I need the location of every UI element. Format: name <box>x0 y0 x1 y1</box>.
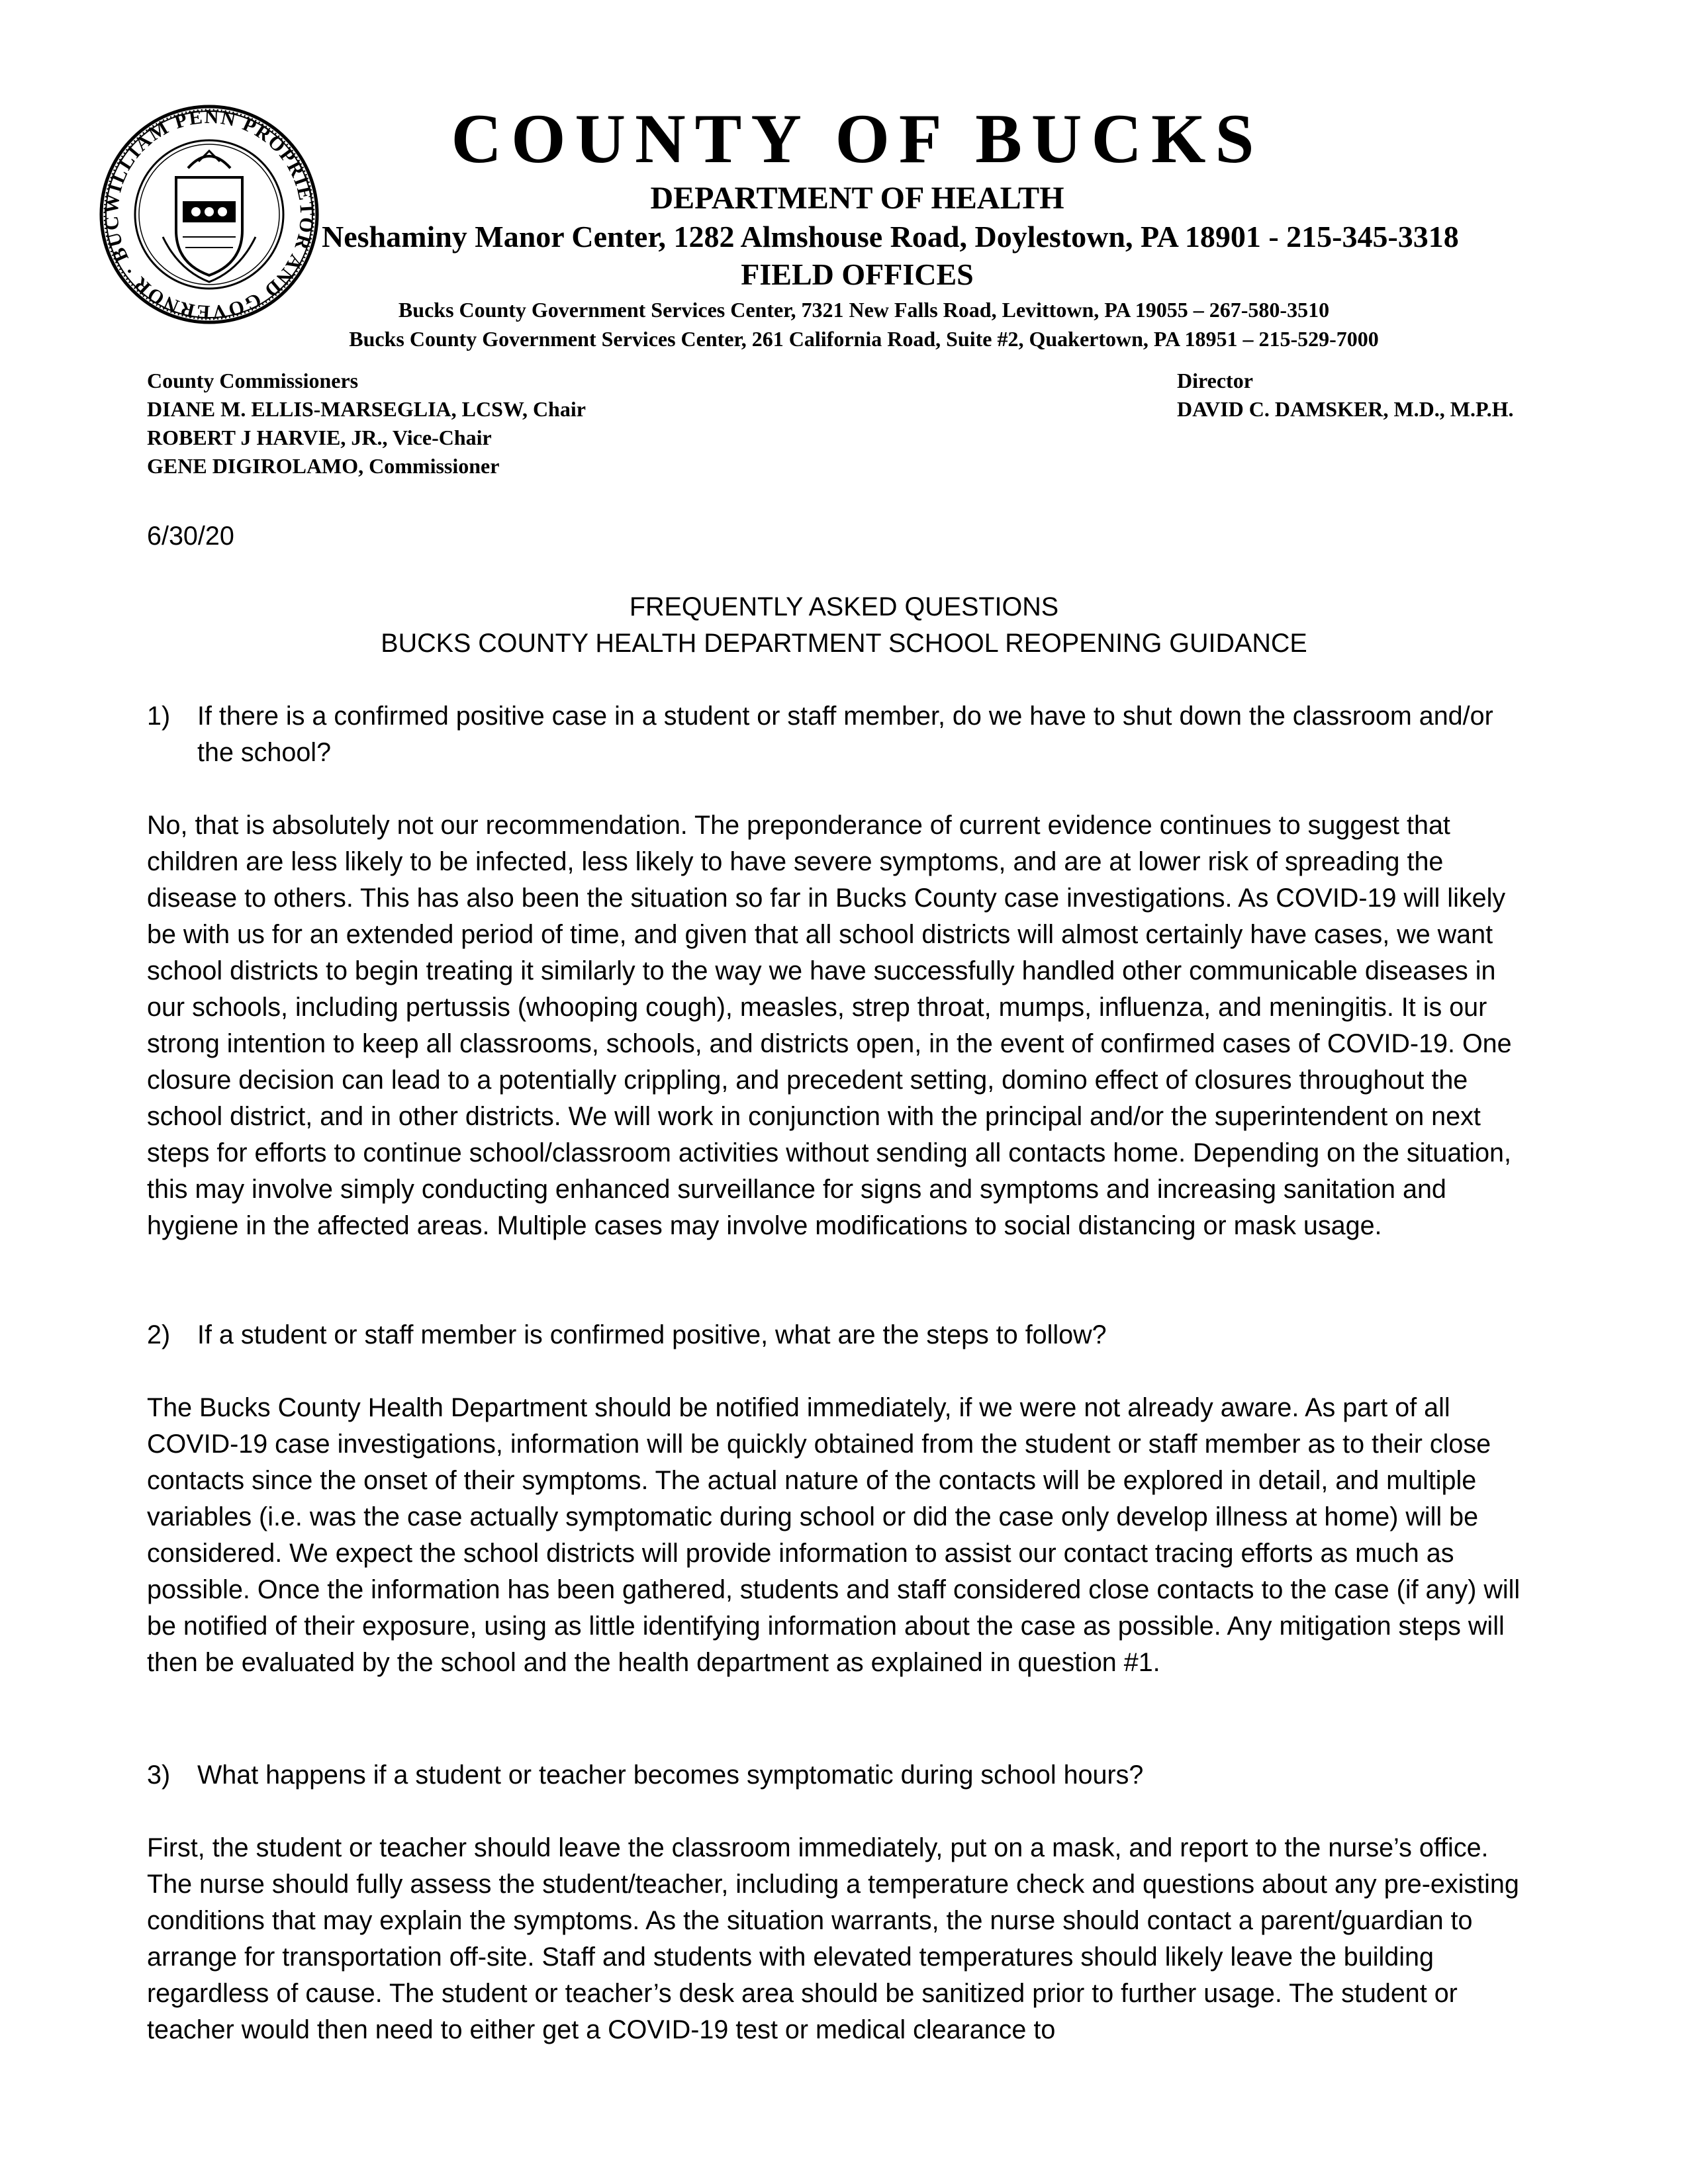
seal-text: WILLIAM PENN PROPRIETOR AND GOVERNOR · BUC <box>100 105 318 324</box>
commissioner-member: GENE DIGIROLAMO, Commissioner <box>147 454 500 478</box>
director-heading: Director <box>1177 369 1253 392</box>
document-subtitle: BUCKS COUNTY HEALTH DEPARTMENT SCHOOL REOPENING GUIDANCE <box>381 629 1307 658</box>
commissioner-vice-chair: ROBERT J HARVIE, JR., Vice-Chair <box>147 426 492 449</box>
faq-answer: No, that is absolutely not our recommendation. The preponderance of current evidence continues to suggest that children are less likely to be infected, less likely to have severe symptoms, and are at lower risk of spreading the disease to others. This has also been the situation so far in Bucks County case investigations. As COVID-19 will likely be with us for an extended period of time, and given that all school districts will almost certainly have cases, we want school districts to begin treating it similarly to the way we have successfully handled other communicable diseases in our schools, including pertussis (whooping cough), measles, strep throat, mumps, influenza, and meningitis. It is our strong intention to keep all classrooms, schools, and districts open, in the event of confirmed cases of COVID-19. One closure decision can lead to a potentially crippling, and precedent setting, domino effect of closures throughout the school district, and in other districts. We will work in conjunction with the principal and/or the superintendent on next steps for efforts to continue school/classroom activities without sending all contacts home. Depending on the situation, this may involve simply conducting enhanced surveillance for signs and symptoms and increasing sanitation and hygiene in the affected areas. Multiple cases may involve modifications to social distancing or mask usage. <box>147 811 1512 1240</box>
letter-date: 6/30/20 <box>147 522 234 551</box>
faq-answer: First, the student or teacher should leave the classroom immediately, put on a mask, and report to the nurse’s office. The nurse should fully assess the student/teacher, including a temperature check and questions about any pre-existing conditions that may explain the symptoms. As the situation warrants, the nurse should contact a parent/guardian to arrange for transportation off-site. Staff and students with elevated temperatures should likely leave the building regardless of cause. The student or teacher’s desk area should be sanitized prior to further usage. The student or teacher would then need to either get a COVID-19 test or medical clearance to <box>147 1833 1519 2044</box>
department-address: Neshaminy Manor Center, 1282 Almshouse Road, Doylestown, PA 18901 - 215-345-3318 <box>322 220 1459 253</box>
director-block <box>1177 367 1513 424</box>
director-name: DAVID C. DAMSKER, M.D., M.P.H. <box>1177 397 1514 421</box>
field-offices-heading: FIELD OFFICES <box>741 257 974 291</box>
faq-question <box>147 1757 1524 1794</box>
question-text: What happens if a student or teacher becomes symptomatic during school hours? <box>197 1760 1144 1790</box>
commissioner-chair: DIANE M. ELLIS-MARSEGLIA, LCSW, Chair <box>147 397 586 421</box>
county-title: COUNTY OF BUCKS <box>451 100 1264 177</box>
department-name: DEPARTMENT OF HEALTH <box>650 181 1064 216</box>
faq-answer: The Bucks County Health Department should be notified immediately, if we were not already aware. As part of all COVID-19 case investigations, information will be quickly obtained from the student or staff member as to their close contacts since the onset of their symptoms. The actual nature of the contacts will be explored in detail, and multiple variables (i.e. was the case actually symptomatic during school or did the case only develop illness at home) will be considered. We expect the school districts will provide information to assist our contact tracing efforts as much as possible. Once the information has been gathered, students and staff considered close contacts to the case (if any) will be notified of their exposure, using as little identifying information about the case as possible. Any mitigation steps will then be evaluated by the school and the health department as explained in question #1. <box>147 1393 1521 1677</box>
faq-question <box>147 1317 1524 1353</box>
commissioners-heading: County Commissioners <box>147 369 359 392</box>
question-number: 2) <box>147 1320 171 1349</box>
faq-question <box>147 698 1524 771</box>
question-number: 1) <box>147 702 171 731</box>
question-text: If a student or staff member is confirmed positive, what are the steps to follow? <box>197 1320 1107 1349</box>
question-text: If there is a confirmed positive case in a student or staff member, do we have to shut down the classroom and/or the school? <box>197 702 1493 767</box>
commissioners-block <box>147 367 586 480</box>
field-office-quakertown: Bucks County Government Services Center, 261 California Road, Suite #2, Quakertown, PA 18951 – 215-529-7000 <box>349 327 1379 351</box>
field-office-levittown: Bucks County Government Services Center, 7321 New Falls Road, Levittown, PA 19055 – 267-580-3510 <box>398 298 1330 322</box>
document-title: FREQUENTLY ASKED QUESTIONS <box>629 592 1059 621</box>
question-number: 3) <box>147 1760 171 1790</box>
